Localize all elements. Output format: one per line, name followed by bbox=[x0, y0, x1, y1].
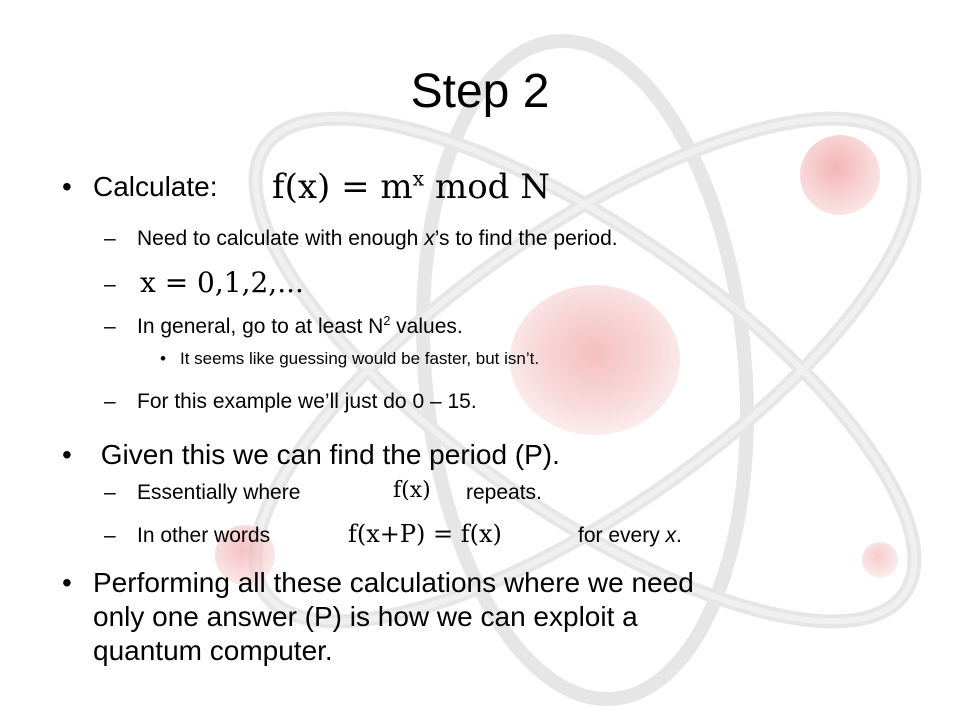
bullet-text-line-1: Performing all these calculations where we need bbox=[93, 567, 694, 598]
formula-f-x-small: f(x) bbox=[393, 478, 431, 503]
sub-text: for every bbox=[578, 524, 666, 547]
sub-text-end: . bbox=[676, 524, 682, 547]
bullet-text: Calculate: bbox=[93, 171, 218, 202]
sub-bullet-repeats bbox=[104, 480, 300, 506]
dash-marker: – bbox=[104, 481, 116, 504]
sub-sub-bullet-guessing bbox=[160, 348, 539, 370]
formula-f-of-x bbox=[272, 165, 550, 209]
formula-mod: mod N bbox=[424, 167, 550, 207]
sub-text-repeats: repeats. bbox=[466, 481, 542, 504]
sub-text-for-every-x bbox=[578, 523, 682, 549]
sub-bullet-enough-x bbox=[104, 226, 618, 252]
bullet-text: Given this we can find the period (P). bbox=[93, 439, 560, 470]
bullet-marker: • bbox=[62, 439, 72, 470]
sub-var: x bbox=[665, 524, 677, 547]
bullet-text-line-2: only one answer (P) is how we can exploit a bbox=[93, 601, 638, 632]
sub-text-end: ’s to find the period. bbox=[434, 227, 618, 250]
bullet-text-line-3: quantum computer. bbox=[93, 635, 333, 666]
sub-bullet-other-words bbox=[104, 523, 270, 549]
dash-marker: – bbox=[104, 315, 116, 338]
sub-bullet-example-range bbox=[104, 389, 477, 415]
sub-text: For this example we’ll just do 0 – 15. bbox=[137, 390, 477, 413]
bullet-marker: • bbox=[62, 567, 72, 598]
sub-var: x bbox=[424, 227, 435, 250]
slide-title: Step 2 bbox=[410, 65, 550, 118]
sub-text: In other words bbox=[137, 524, 271, 547]
formula-exponent: x bbox=[412, 166, 425, 191]
dash-marker: – bbox=[104, 390, 116, 413]
dash-marker: – bbox=[104, 524, 116, 547]
formula-x-values: x = 0,1,2,... bbox=[140, 266, 304, 299]
superscript-2: 2 bbox=[383, 314, 391, 328]
bullet-marker: • bbox=[160, 349, 166, 368]
sub-text-end: values. bbox=[390, 315, 463, 338]
note-text: It seems like guessing would be faster, but isn’t. bbox=[180, 349, 540, 368]
sub-text: Need to calculate with enough bbox=[137, 227, 425, 250]
sub-text: Essentially where bbox=[137, 481, 301, 504]
sub-bullet-x-values bbox=[104, 272, 137, 298]
dash-marker: – bbox=[104, 273, 116, 296]
formula-periodicity: f(x+P) = f(x) bbox=[348, 520, 502, 548]
formula-main: f(x) = m bbox=[272, 167, 413, 207]
bullet-marker: • bbox=[62, 171, 72, 202]
sub-text: In general, go to at least N bbox=[137, 315, 384, 338]
dash-marker: – bbox=[104, 227, 116, 250]
sub-bullet-n-squared bbox=[104, 314, 463, 340]
